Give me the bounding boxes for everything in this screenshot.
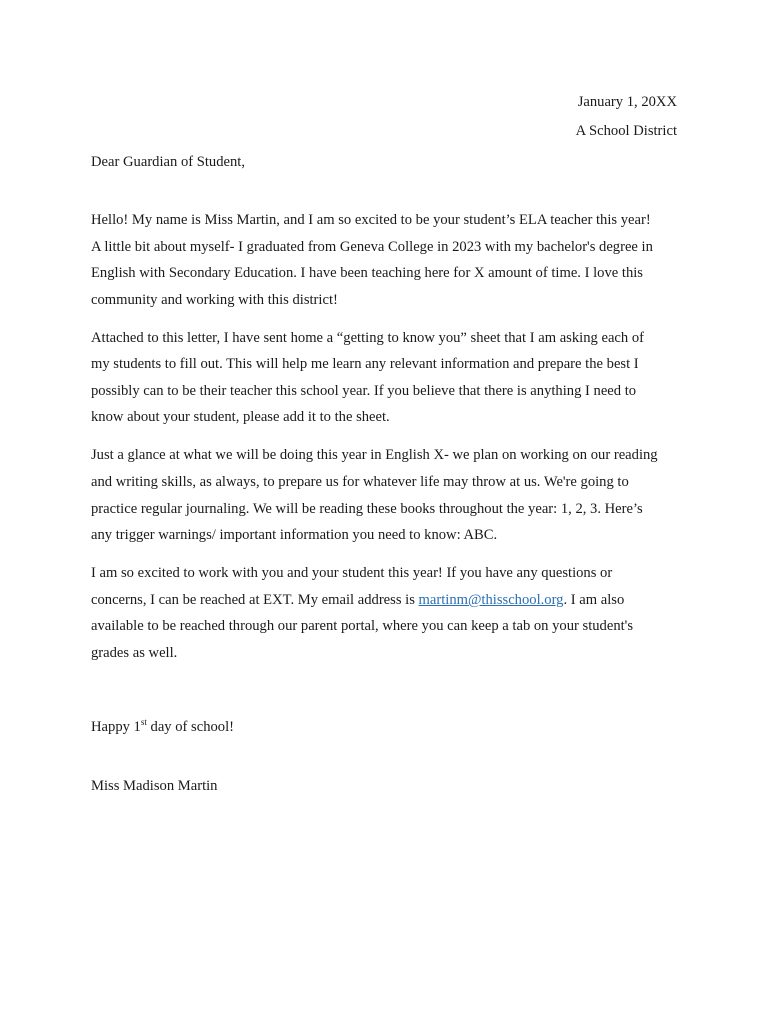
paragraph-line [91,590,624,610]
paragraph-line: available to be reached through our parent portal, where you can keep a tab on your student's [91,618,633,634]
closing-line [91,717,234,737]
paragraph-line: my students to fill out. This will help me learn any relevant information and prepare the best I [91,356,639,372]
paragraph-line: any trigger warnings/ important information you need to know: ABC. [91,527,498,543]
paragraph-line: A little bit about myself- I graduated from Geneva College in 2023 with my bachelor's degree in [91,239,653,255]
closing-text: day of school! [146,719,235,735]
paragraph-line: and writing skills, as always, to prepare us for whatever life may throw at us. We're going to [91,474,629,490]
ordinal-superscript: st [140,717,147,728]
paragraph-line: Just a glance at what we will be doing this year in English X- we plan on working on our reading [91,447,658,463]
greeting: Dear Guardian of Student, [91,154,245,170]
paragraph-line: know about your student, please add it to the sheet. [91,409,390,425]
closing-text: Happy 1 [91,719,141,735]
letter-date: January 1, 20XX [577,94,677,110]
paragraph-line: possibly can to be their teacher this school year. If you believe that there is anything I need to [91,383,637,399]
paragraph-line: community and working with this district! [91,292,338,308]
school-district: A School District [575,123,677,139]
paragraph-line: practice regular journaling. We will be reading these books throughout the year: 1, 2, 3. Here’s [91,501,643,517]
paragraph-line: Hello! My name is Miss Martin, and I am so excited to be your student’s ELA teacher this year! [91,212,651,228]
email-link[interactable]: martinm@thisschool.org [418,592,564,608]
signature: Miss Madison Martin [91,778,218,794]
paragraph-line: grades as well. [91,645,178,661]
contact-text: concerns, I can be reached at EXT. My email address is [91,592,419,608]
paragraph-line: Attached to this letter, I have sent home a “getting to know you” sheet that I am asking each of [91,330,644,346]
contact-text: . I am also [563,592,625,608]
paragraph-line: I am so excited to work with you and your student this year! If you have any questions or [91,565,613,581]
paragraph-line: English with Secondary Education. I have been teaching here for X amount of time. I love this [91,265,643,281]
